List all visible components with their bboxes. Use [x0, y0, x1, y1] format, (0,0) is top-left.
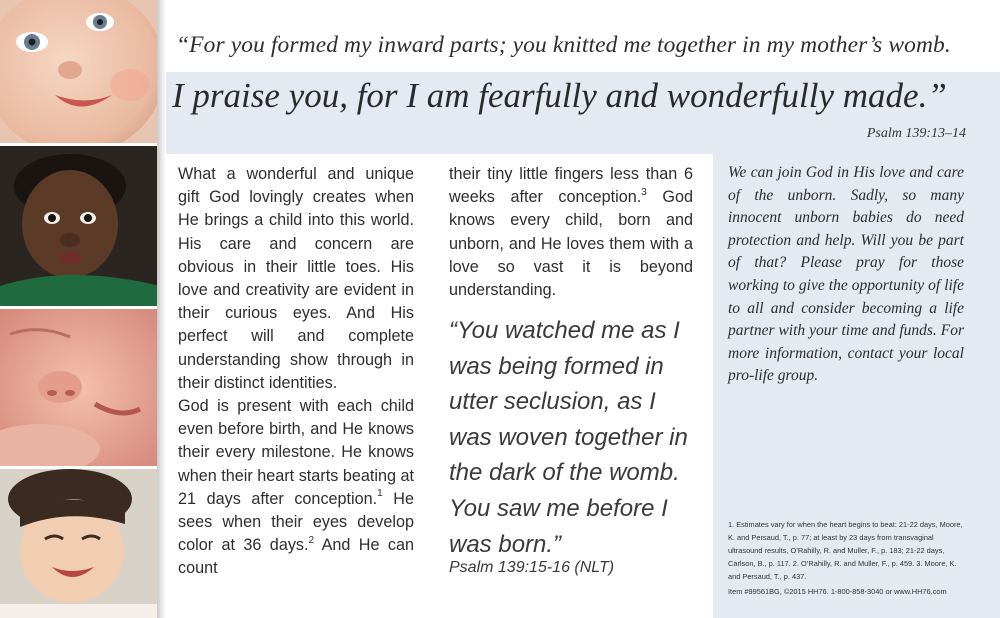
- body-column-1: [178, 163, 414, 581]
- laughing-baby-photo: [0, 469, 160, 618]
- footnote-ref-3: 3: [641, 186, 647, 198]
- smiling-baby-photo: [0, 0, 160, 143]
- header-reference: Psalm 139:13–14: [866, 126, 966, 141]
- footnotes: [728, 518, 968, 598]
- scripture-quote: “You watched me as I was being formed in utter seclusion, as I was woven together in the dark of the womb. You saw me before I was born.”: [449, 317, 688, 558]
- call-to-action-text: We can join God in His love and care of the unborn. Sadly, so many innocent unborn babies do need protection and help. Will you be part of that? Please pray for those working to give the opportunity of life to all and consider becoming a life partner with your time and funds. For more information, contact your local pro-life group.: [728, 164, 964, 385]
- paragraph-2-part2: He sees when their eyes develop color at 36 days.: [178, 489, 414, 555]
- photo-strip: [0, 0, 160, 618]
- footnotes-text: 1. Estimates vary for when the heart begins to beat: 21-22 days, Moore, K. and Persaud, T., p. 77; at least by 23 days from transvaginal ultrasound results, O’Rahilly, R. and Muller, F., p. 183; 21-22 days, Carlson, B., p. 117. 2. O’Rahilly, R. and Muller, F., p. 459. 3. Moore, K. and Persaud, T., p. 437.: [728, 520, 963, 581]
- paragraph-2-part3: And He can count: [178, 536, 414, 578]
- toddler-photo: [0, 146, 160, 306]
- paragraph-3: [449, 163, 693, 302]
- photo-strip-shadow: [157, 0, 166, 618]
- body-column-2: [449, 163, 693, 302]
- footnote-ref-1: 1: [377, 488, 383, 500]
- header-quote-line2: I praise you, for I am fearfully and wonderfully made.”: [172, 76, 947, 115]
- paragraph-3-part2: God knows every child, born and unborn, and He loves them with a love so vast it is beyond understanding.: [449, 188, 693, 300]
- paragraph-1: What a wonderful and unique gift God lovingly creates when He brings a child into this world. His care and concern are obvious in their little toes. His love and creativity are evident in their curious eyes. And His perfect will and complete understanding show through in their distinct identities.: [178, 165, 414, 392]
- footnote-ref-2: 2: [308, 534, 315, 546]
- paragraph-2-part1: God is present with each child even before birth, and He knows their every milestone. He knows when their heart starts beating at 21 days after conception.: [178, 397, 414, 508]
- header-quote-line1: “For you formed my inward parts; you knitted me together in my mother’s womb.: [176, 32, 951, 58]
- newborn-face-photo: [0, 309, 160, 466]
- item-number-line: Item #99561BG, ©2015 HH76. 1-800-858-3040 or www.HH76.com: [728, 587, 947, 596]
- scripture-quote-reference: Psalm 139:15-16 (NLT): [449, 559, 615, 576]
- paragraph-3-part1: their tiny little fingers less than 6 weeks after conception.: [449, 165, 693, 207]
- paragraph-2: [178, 395, 414, 581]
